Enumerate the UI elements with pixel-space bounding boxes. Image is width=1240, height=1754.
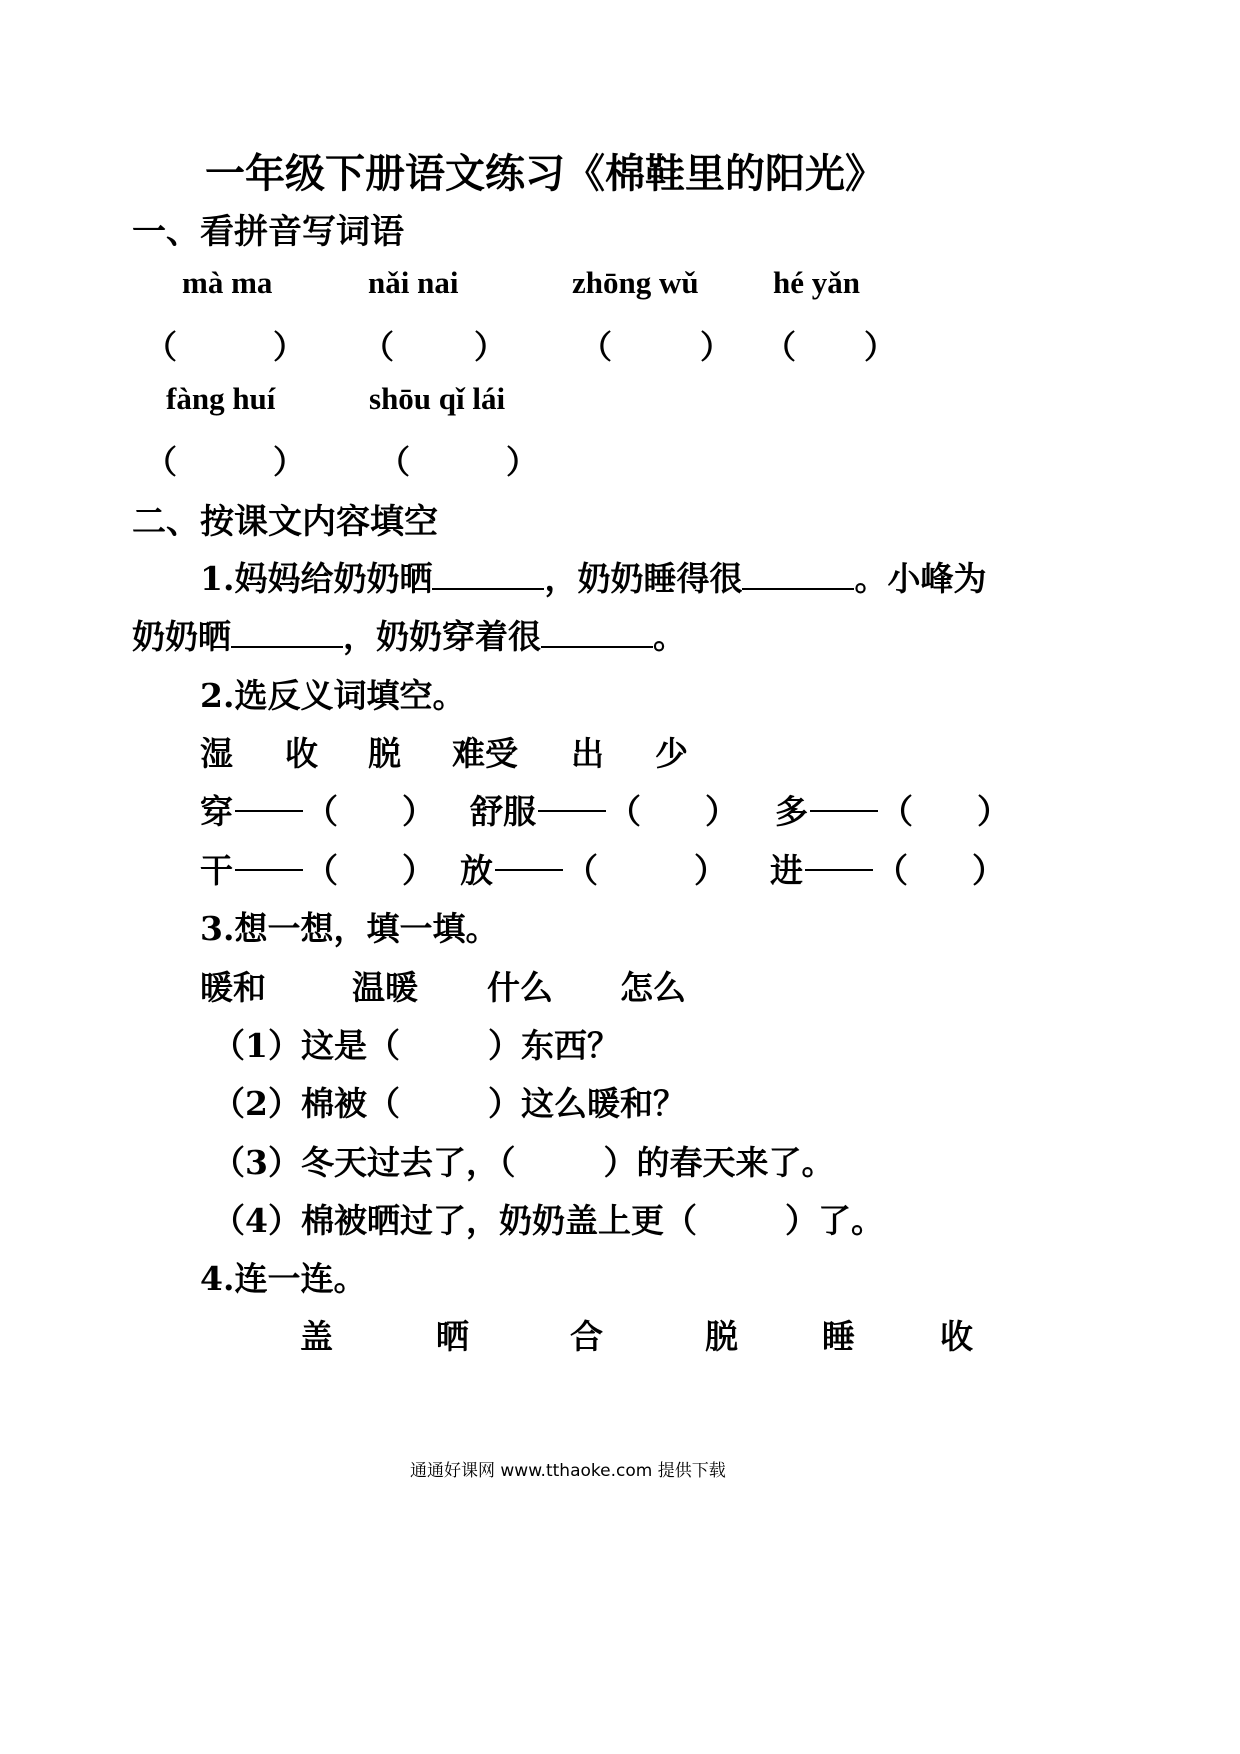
- pinyin-4: hé yǎn: [773, 265, 860, 300]
- q1-line2: [132, 611, 686, 658]
- q2-option-1: 湿: [200, 734, 233, 773]
- q2-option-5: 出: [571, 734, 604, 773]
- q1-blank-1[interactable]: [432, 558, 544, 590]
- q1-text-d: 奶奶晒: [132, 617, 231, 656]
- q2-word-3: 多: [775, 792, 808, 831]
- page-title: 一年级下册语文练习《棉鞋里的阳光》: [205, 150, 885, 197]
- q2-word-6: 进: [770, 851, 803, 890]
- q4-char-1[interactable]: 盖: [300, 1317, 333, 1356]
- q3-item-3-before: 冬天过去了，（: [300, 1143, 516, 1182]
- answer-box-4[interactable]: （ ）: [764, 328, 897, 366]
- answer-box-6[interactable]: （ ）: [378, 443, 539, 481]
- q4-char-3[interactable]: 合: [570, 1317, 603, 1356]
- section1-heading: 一、看拼音写词语: [132, 212, 404, 252]
- q3-item-3-after: ）的春天来了。: [603, 1143, 835, 1182]
- q3-item-2-before: 棉被（: [300, 1084, 400, 1123]
- pinyin-3: zhōng wǔ: [572, 265, 699, 300]
- q3-item-1-after: ）东西？: [487, 1026, 620, 1065]
- answer-box-2[interactable]: （ ）: [362, 328, 507, 366]
- footer-text: 通通好课网 www.tthaoke.com 提供下载: [410, 1461, 726, 1481]
- q1-line1: [200, 553, 986, 600]
- q2-word-2: 舒服: [470, 792, 536, 831]
- q2-word-5: 放: [460, 851, 493, 890]
- pinyin-2: nǎi nai: [368, 265, 459, 300]
- q1-text-a: 1.妈妈给奶奶晒: [200, 559, 433, 598]
- pinyin-6: shōu qǐ lái: [369, 381, 506, 416]
- q2-word-4: 干: [200, 851, 233, 890]
- q4-char-4[interactable]: 脱: [705, 1317, 738, 1356]
- q2-pair-1: 穿 （ ）: [200, 792, 435, 831]
- q1-blank-3[interactable]: [231, 616, 343, 648]
- answer-box-1[interactable]: （ ）: [145, 328, 306, 366]
- q3-option-4: 怎么: [620, 968, 686, 1007]
- answer-box-3[interactable]: （ ）: [580, 328, 733, 366]
- q2-option-4: 难受: [452, 734, 518, 773]
- section2-heading: 二、按课文内容填空: [132, 502, 438, 542]
- q3-option-2: 温暖: [352, 968, 418, 1007]
- q2-pair-5: 放 （ ）: [460, 851, 727, 890]
- q1-blank-2[interactable]: [742, 558, 854, 590]
- pinyin-1: mà ma: [182, 265, 273, 300]
- q3-item-3: [212, 1137, 834, 1184]
- answer-box-5[interactable]: （ ）: [145, 443, 306, 481]
- q3-item-1-num: （1）: [212, 1026, 301, 1065]
- q3-item-3-num: （3）: [212, 1143, 301, 1182]
- q4-char-5[interactable]: 睡: [822, 1317, 855, 1356]
- q1-text-b: ，奶奶睡得很: [544, 559, 743, 598]
- q3-item-4-before: 棉被晒过了，奶奶盖上更（: [300, 1201, 697, 1240]
- q2-prompt: 2.选反义词填空。: [200, 676, 466, 715]
- q3-item-4-after: ）了。: [784, 1201, 884, 1240]
- q2-pair-4: 干 （ ）: [200, 851, 435, 890]
- q1-text-e: ，奶奶穿着很: [343, 617, 541, 656]
- q4-char-2[interactable]: 晒: [436, 1317, 469, 1356]
- q3-option-3: 什么: [487, 968, 553, 1007]
- q2-option-2: 收: [285, 734, 318, 773]
- q4-char-6[interactable]: 收: [940, 1317, 973, 1356]
- q1-text-f: 。: [653, 617, 686, 656]
- q3-item-2-after: ）这么暖和？: [487, 1084, 686, 1123]
- q4-prompt: 4.连一连。: [200, 1259, 367, 1298]
- q2-pair-6: 进 （ ）: [770, 851, 1005, 890]
- q3-item-2-num: （2）: [212, 1084, 301, 1123]
- q2-pair-3: 多 （ ）: [775, 792, 1010, 831]
- q3-option-1: 暖和: [200, 968, 266, 1007]
- pinyin-5: fàng huí: [166, 381, 276, 416]
- q2-option-3: 脱: [368, 734, 401, 773]
- q3-item-1: [212, 1020, 620, 1067]
- q3-item-1-before: 这是（: [300, 1026, 400, 1065]
- q1-text-c: 。小峰为: [854, 559, 987, 598]
- q2-word-1: 穿: [200, 792, 233, 831]
- q3-prompt: 3.想一想，填一填。: [200, 909, 499, 948]
- q1-blank-4[interactable]: [541, 616, 653, 648]
- q2-pair-2: 舒服 （ ）: [470, 792, 738, 831]
- q3-item-4: [212, 1195, 884, 1242]
- q3-item-4-num: （4）: [212, 1201, 301, 1240]
- q3-item-2: [212, 1078, 686, 1125]
- q2-option-6: 少: [655, 734, 688, 773]
